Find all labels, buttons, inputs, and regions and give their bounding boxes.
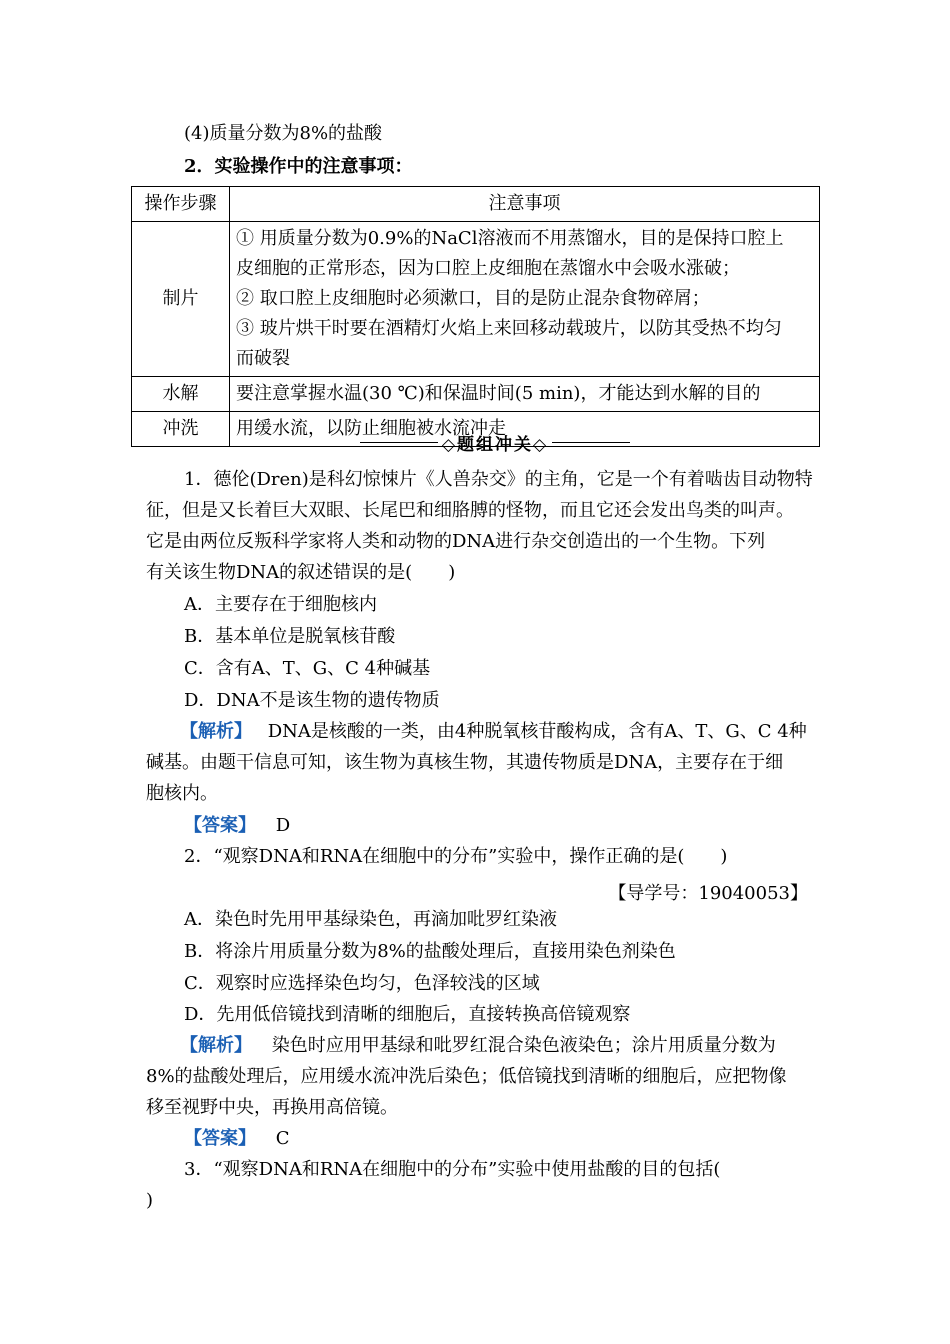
q1-stem-line: 有关该生物DNA的叙述错误的是( ) (146, 562, 456, 583)
q1-option-b: B．基本单位是脱氧核苷酸 (184, 626, 396, 647)
q3-stem-line: 3．“观察DNA和RNA在细胞中的分布”实验中使用盐酸的目的包括( (184, 1159, 721, 1180)
table-cell-step: 水解 (132, 377, 230, 412)
table-cell-notes: 用缓水流，以防止细胞被水流冲走 (230, 412, 820, 447)
q1-option-a: A．主要存在于细胞核内 (184, 594, 377, 615)
q2-stem: 2．“观察DNA和RNA在细胞中的分布”实验中，操作正确的是( ) (184, 846, 728, 867)
q2-answer-line (184, 1127, 290, 1151)
q2-option-b: B．将涂片用质量分数为8%的盐酸处理后，直接用染色剂染色 (184, 941, 676, 962)
q3-stem-line: ) (146, 1190, 154, 1211)
table-cell-step: 冲洗 (132, 412, 230, 447)
q1-answer-line (184, 814, 290, 838)
q2-option-d: D．先用低倍镜找到清晰的细胞后，直接转换高倍镜观察 (184, 1004, 631, 1025)
note-line: 而破裂 (236, 348, 290, 369)
note-line: ① 用质量分数为0.9%的NaCl溶液而不用蒸馏水，目的是保持口腔上 (236, 228, 784, 249)
precautions-table (131, 186, 820, 447)
q1-answer-tag: 【答案】 (184, 815, 256, 836)
q1-analysis-tag: 【解析】 (180, 721, 252, 742)
table-header-notes: 注意事项 (230, 187, 820, 222)
table-header-row (132, 187, 820, 222)
q1-answer: D (275, 815, 291, 836)
q1-option-d: D．DNA不是该生物的遗传物质 (184, 690, 440, 711)
q2-reference-number: 【导学号：19040053】 (608, 883, 808, 904)
section-2-title: 2．实验操作中的注意事项： (184, 156, 413, 177)
table-cell-step: 制片 (132, 222, 230, 377)
divider-label: ◇题组冲关◇ (441, 434, 549, 455)
table-header-step: 操作步骤 (132, 187, 230, 222)
q2-analysis-text: 染色时应用甲基绿和吡罗红混合染色液染色；涂片用质量分数为 (271, 1035, 776, 1056)
q2-analysis-line: 8%的盐酸处理后，应用缓水流冲洗后染色；低倍镜找到清晰的细胞后，应把物像 (146, 1066, 787, 1087)
q2-analysis-tag: 【解析】 (180, 1035, 252, 1056)
q1-analysis-line: 碱基。由题干信息可知，该生物为真核生物，其遗传物质是DNA，主要存在于细 (146, 752, 784, 773)
q2-answer-tag: 【答案】 (184, 1128, 256, 1149)
q2-option-c: C．观察时应选择染色均匀，色泽较浅的区域 (184, 973, 540, 994)
q2-analysis-line (180, 1034, 776, 1058)
note-line: 皮细胞的正常形态，因为口腔上皮细胞在蒸馏水中会吸水涨破； (236, 258, 740, 279)
note-line: ② 取口腔上皮细胞时必须漱口，目的是防止混杂食物碎屑； (236, 288, 710, 309)
divider-rule-right (552, 442, 630, 443)
table-row (132, 377, 820, 412)
q1-stem-line: 它是由两位反叛科学家将人类和动物的DNA进行杂交创造出的一个生物。下列 (146, 531, 766, 552)
section-divider (360, 430, 630, 454)
q2-answer: C (275, 1128, 290, 1149)
intro-item-4: (4)质量分数为8%的盐酸 (184, 123, 383, 144)
table-cell-notes (230, 222, 820, 377)
divider-rule-left (360, 442, 438, 443)
q1-analysis-text: DNA是核酸的一类，由4种脱氧核苷酸构成，含有A、T、G、C 4种 (267, 721, 807, 742)
table-row (132, 222, 820, 377)
q1-analysis-line: 胞核内。 (146, 783, 218, 804)
q2-analysis-line: 移至视野中央，再换用高倍镜。 (146, 1097, 398, 1118)
q1-stem-line: 征，但是又长着巨大双眼、长尾巴和细胳膊的怪物，而且它还会发出鸟类的叫声。 (146, 500, 794, 521)
note-line: ③ 玻片烘干时要在酒精灯火焰上来回移动载玻片，以防其受热不均匀 (236, 318, 782, 339)
table-cell-notes: 要注意掌握水温(30 ℃)和保温时间(5 min)，才能达到水解的目的 (230, 377, 820, 412)
q1-analysis-line (180, 720, 807, 744)
q1-stem-line: 1．德伦(Dren)是科幻惊悚片《人兽杂交》的主角，它是一个有着啮齿目动物特 (184, 469, 813, 490)
q2-option-a: A．染色时先用甲基绿染色，再滴加吡罗红染液 (184, 909, 557, 930)
q1-option-c: C．含有A、T、G、C 4种碱基 (184, 658, 431, 679)
